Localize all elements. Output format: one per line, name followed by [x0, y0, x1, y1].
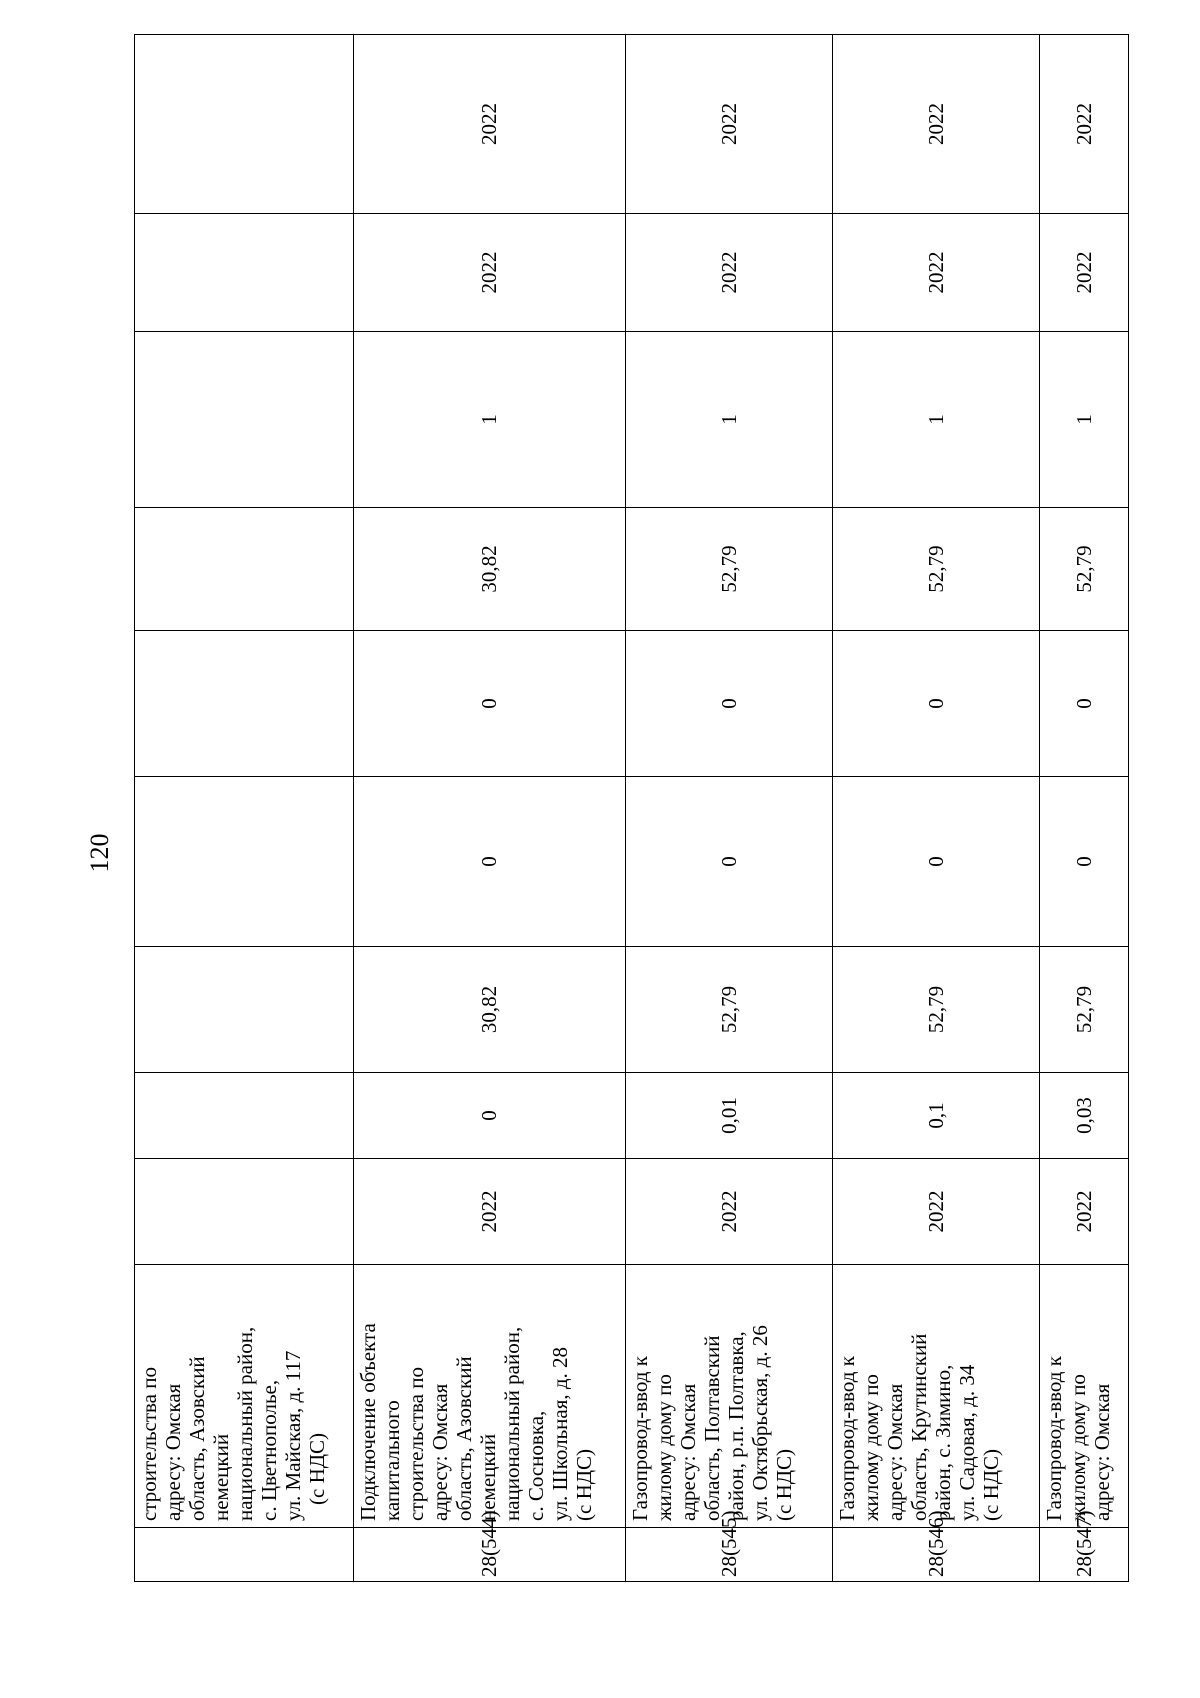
cell-value: 52,79: [833, 508, 1040, 631]
cell-value: 2022: [626, 35, 833, 214]
cell-value: 30,82: [353, 508, 626, 631]
cell-year-start: [135, 1159, 354, 1265]
cell-description: Газопровод-ввод к жилому дому по адресу: Омская область, Полтавский район, р.п. Полтавка, ул. Октябрьская, д. 26 (с НДС): [626, 1265, 833, 1528]
cell-value: 0: [1040, 631, 1129, 777]
cell-value: 0,01: [626, 1073, 833, 1159]
cell-id: 28(546): [833, 1528, 1040, 1582]
cell-value: 2022: [626, 214, 833, 332]
cell-value: 52,79: [1040, 508, 1129, 631]
cell-value: 1: [626, 332, 833, 508]
cell-description: Подключение объекта капитального строительства по адресу: Омская область, Азовский немецкий национальный район, с. Сосновка, ул. Школьная, д. 28 (с НДС): [353, 1265, 626, 1528]
cell-value: 0: [626, 777, 833, 947]
cell-value: 52,79: [833, 947, 1040, 1073]
table-row: [353, 35, 626, 1582]
cell-value: 52,79: [1040, 947, 1129, 1073]
cell-value: [135, 947, 354, 1073]
cell-value: [135, 508, 354, 631]
cell-id: 28(544): [353, 1528, 626, 1582]
cell-id: [135, 1528, 354, 1582]
cell-value: 0,1: [833, 1073, 1040, 1159]
cell-value: [135, 35, 354, 214]
cell-value: 1: [1040, 332, 1129, 508]
cell-value: 52,79: [626, 947, 833, 1073]
cell-value: 0: [1040, 777, 1129, 947]
cell-value: 1: [833, 332, 1040, 508]
table-row: [833, 35, 1040, 1582]
cell-value: [135, 777, 354, 947]
cell-value: [135, 631, 354, 777]
cell-value: [135, 1073, 354, 1159]
table-row: [135, 35, 354, 1582]
cell-description: строительства по адресу: Омская область, Азовский немецкий национальный район, с. Цветнополье, ул. Майская, д. 117 (с НДС): [135, 1265, 354, 1528]
cell-value: 0: [353, 631, 626, 777]
cell-value: 1: [353, 332, 626, 508]
rotated-table-wrapper: [134, 35, 1129, 1582]
table-row: [1040, 35, 1129, 1582]
cell-id: 28(547): [1040, 1528, 1129, 1582]
cell-value: 2022: [833, 35, 1040, 214]
cell-value: 0: [353, 1073, 626, 1159]
cell-description: Газопровод-ввод к жилому дому по адресу: Омская область, Крутинский район, с. Зимино, ул. Садовая, д. 34 (с НДС): [833, 1265, 1040, 1528]
cell-value: 0,03: [1040, 1073, 1129, 1159]
cell-id: 28(545): [626, 1528, 833, 1582]
cell-value: 30,82: [353, 947, 626, 1073]
cell-value: 0: [833, 777, 1040, 947]
table-row: [626, 35, 833, 1582]
cell-value: 52,79: [626, 508, 833, 631]
data-table: [134, 34, 1129, 1582]
cell-value: 0: [353, 777, 626, 947]
cell-year-start: 2022: [1040, 1159, 1129, 1265]
cell-value: 2022: [1040, 35, 1129, 214]
cell-value: [135, 214, 354, 332]
cell-value: 2022: [1040, 214, 1129, 332]
cell-value: 0: [833, 631, 1040, 777]
cell-description: Газопровод-ввод к жилому дому по адресу: Омская: [1040, 1265, 1129, 1528]
cell-value: 0: [626, 631, 833, 777]
cell-value: 2022: [833, 214, 1040, 332]
cell-value: [135, 332, 354, 508]
cell-value: 2022: [353, 35, 626, 214]
cell-value: 2022: [353, 214, 626, 332]
cell-year-start: 2022: [833, 1159, 1040, 1265]
cell-year-start: 2022: [353, 1159, 626, 1265]
page-number: 120: [85, 833, 114, 873]
cell-year-start: 2022: [626, 1159, 833, 1265]
